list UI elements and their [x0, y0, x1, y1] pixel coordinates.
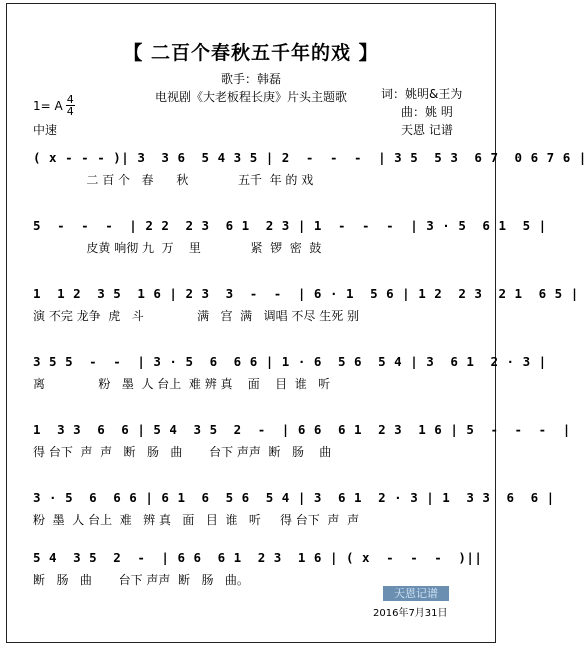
lyric-line: 粉 墨 人 台上 难 辨 真 面 目 谁 听 得 台下 声 声 [33, 513, 360, 527]
notation-line: 5 - - - | 2 2 2 3 6 1 2 3 | 1 - - - | 3 · 5 6 1 5 | [33, 218, 547, 233]
lyric-line: 演 不完 龙争 虎 斗 满 宫 满 调唱 不尽 生死 别 [33, 309, 360, 323]
subtitle-line: 电视剧《大老板程长庚》片头主题歌 [154, 90, 347, 104]
sheet-page [6, 3, 587, 643]
notation-line: ( x - - - )| 3 3 6 5 4 3 5 | 2 - - - | 3 5 5 3 6 7 0 6 7 6 | [33, 150, 587, 165]
lyric-line: 离 粉 墨 人 台上 难 辨 真 面 目 谁 听 [33, 377, 331, 391]
lyric-line: 二 百 个 春 秋 五千 年 的 戏 [33, 173, 314, 187]
composer-credit: 曲：姚 明 [401, 105, 453, 119]
notation-line: 5 4 3 5 2 - | 6 6 6 1 2 3 1 6 | ( x - - - )|| [33, 550, 483, 565]
date-line: 2016年7月31日 [373, 608, 448, 619]
notation-line: 3 · 5 6 6 6 | 6 1 6 5 6 5 4 | 3 6 1 2 · 3 | 1 3 3 6 6 | [33, 490, 555, 505]
time-signature [66, 94, 75, 117]
time-numerator: 4 [66, 93, 74, 106]
transcriber-stamp: 天恩记谱 [383, 586, 449, 601]
tempo-marking: 中速 [33, 123, 58, 137]
notation-line: 3 5 5 - - | 3 · 5 6 6 6 | 1 · 6 5 6 5 4 | 3 6 1 2 · 3 | [33, 354, 547, 369]
key-signature [33, 94, 75, 117]
time-denominator: 4 [66, 105, 74, 118]
lyric-line: 得 台下 声 声 断 肠 曲 台下 声声 断 肠 曲 [33, 445, 332, 459]
lyric-line: 断 肠 曲 台下 声声 断 肠 曲。 [33, 573, 249, 587]
notation-line: 1 3 3 6 6 | 5 4 3 5 2 - | 6 6 6 1 2 3 1 6 | 5 - - - | [33, 422, 571, 437]
key-text: 1= A [33, 98, 63, 113]
lyricist-credit: 词：姚明&王为 [381, 87, 463, 101]
lyric-line: 皮黄 响彻 九 万 里 紧 锣 密 鼓 [33, 241, 322, 255]
notation-line: 1 1 2 3 5 1 6 | 2 3 3 - - | 6 · 1 5 6 | 1 2 2 3 2 1 6 5 | [33, 286, 579, 301]
transcriber-credit: 天恩 记谱 [401, 123, 453, 137]
song-title: 【 二百个春秋五千年的戏 】 [123, 42, 379, 64]
singer-line: 歌手：韩磊 [220, 72, 281, 86]
